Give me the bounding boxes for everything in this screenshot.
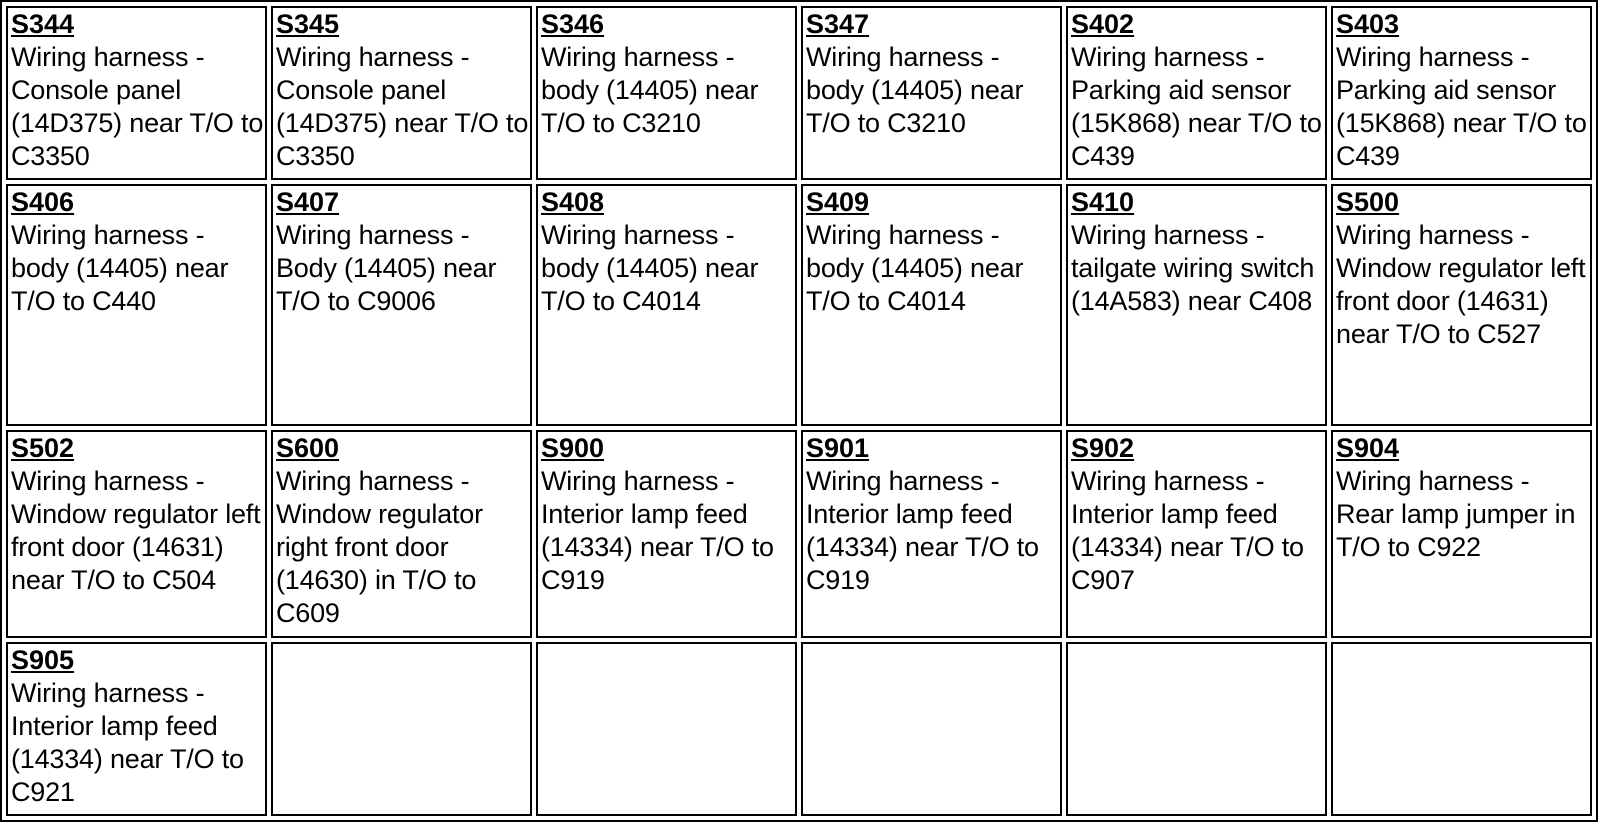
splice-description: Wiring harness - Console panel (14D375) near T/O to C3350 <box>11 42 264 171</box>
table-row <box>6 6 1592 180</box>
empty-cell <box>801 642 1062 816</box>
splice-id: S344 <box>11 9 75 39</box>
splice-description: Wiring harness - Interior lamp feed (14334) near T/O to C919 <box>541 466 774 596</box>
splice-description: Wiring harness - Parking aid sensor (15K868) near T/O to C439 <box>1336 42 1587 171</box>
splice-description: Wiring harness - body (14405) near T/O to C3210 <box>541 42 759 138</box>
splice-id: S407 <box>276 186 340 217</box>
splice-description: Wiring harness - body (14405) near T/O to C4014 <box>806 219 1024 316</box>
splice-id: S600 <box>276 433 340 464</box>
splice-cell <box>1331 430 1592 638</box>
splice-cell <box>271 184 532 427</box>
splice-cell <box>801 6 1062 180</box>
splice-id: S403 <box>1336 9 1400 39</box>
splice-id: S500 <box>1336 186 1400 217</box>
splice-id: S904 <box>1336 433 1400 464</box>
splice-description: Wiring harness - body (14405) near T/O to C440 <box>11 219 229 316</box>
splice-id: S409 <box>806 186 870 217</box>
empty-cell <box>1066 642 1327 816</box>
splice-id: S408 <box>541 186 605 217</box>
splice-cell <box>536 430 797 638</box>
splice-description: Wiring harness - tailgate wiring switch (14A583) near C408 <box>1071 219 1315 316</box>
splice-id: S345 <box>276 9 340 39</box>
splice-id: S410 <box>1071 186 1135 217</box>
splice-description: Wiring harness - Interior lamp feed (14334) near T/O to C907 <box>1071 466 1304 596</box>
empty-cell <box>1331 642 1592 816</box>
splice-description: Wiring harness - Window regulator right front door (14630) in T/O to C609 <box>276 466 483 629</box>
splice-description: Wiring harness - Console panel (14D375) near T/O to C3350 <box>276 42 529 171</box>
splice-description: Wiring harness - Parking aid sensor (15K868) near T/O to C439 <box>1071 42 1322 171</box>
splice-id: S900 <box>541 433 605 464</box>
splice-cell <box>1066 430 1327 638</box>
splice-description: Wiring harness - Rear lamp jumper in T/O to C922 <box>1336 466 1576 563</box>
splice-cell <box>6 642 267 816</box>
table-row <box>6 642 1592 816</box>
splice-description: Wiring harness - Window regulator left front door (14631) near T/O to C527 <box>1336 219 1586 349</box>
splice-cell <box>6 6 267 180</box>
splice-cell <box>1331 6 1592 180</box>
splice-description: Wiring harness - Interior lamp feed (14334) near T/O to C919 <box>806 466 1039 596</box>
splice-cell <box>1331 184 1592 427</box>
splice-cell <box>271 430 532 638</box>
empty-cell <box>271 642 532 816</box>
splice-cell <box>801 430 1062 638</box>
splice-cell <box>6 184 267 427</box>
splice-description: Wiring harness - body (14405) near T/O to C4014 <box>541 219 759 316</box>
table-row <box>6 184 1592 427</box>
splice-id: S905 <box>11 645 75 676</box>
splice-id: S406 <box>11 186 75 217</box>
splice-cell <box>1066 184 1327 427</box>
splice-cell <box>1066 6 1327 180</box>
splice-description: Wiring harness - Interior lamp feed (14334) near T/O to C921 <box>11 678 244 808</box>
splice-id: S347 <box>806 9 870 39</box>
splice-id: S402 <box>1071 9 1135 39</box>
splice-id: S901 <box>806 433 870 464</box>
splice-description: Wiring harness - Window regulator left front door (14631) near T/O to C504 <box>11 466 261 596</box>
splice-description: Wiring harness - Body (14405) near T/O to C9006 <box>276 219 497 316</box>
empty-cell <box>536 642 797 816</box>
splice-id: S902 <box>1071 433 1135 464</box>
splice-id: S502 <box>11 433 75 464</box>
table-row <box>6 430 1592 638</box>
splice-cell <box>271 6 532 180</box>
splice-cell <box>536 6 797 180</box>
splice-id: S346 <box>541 9 605 39</box>
splice-cell <box>6 430 267 638</box>
splice-cell <box>536 184 797 427</box>
splice-cell <box>801 184 1062 427</box>
splice-description: Wiring harness - body (14405) near T/O to C3210 <box>806 42 1024 138</box>
